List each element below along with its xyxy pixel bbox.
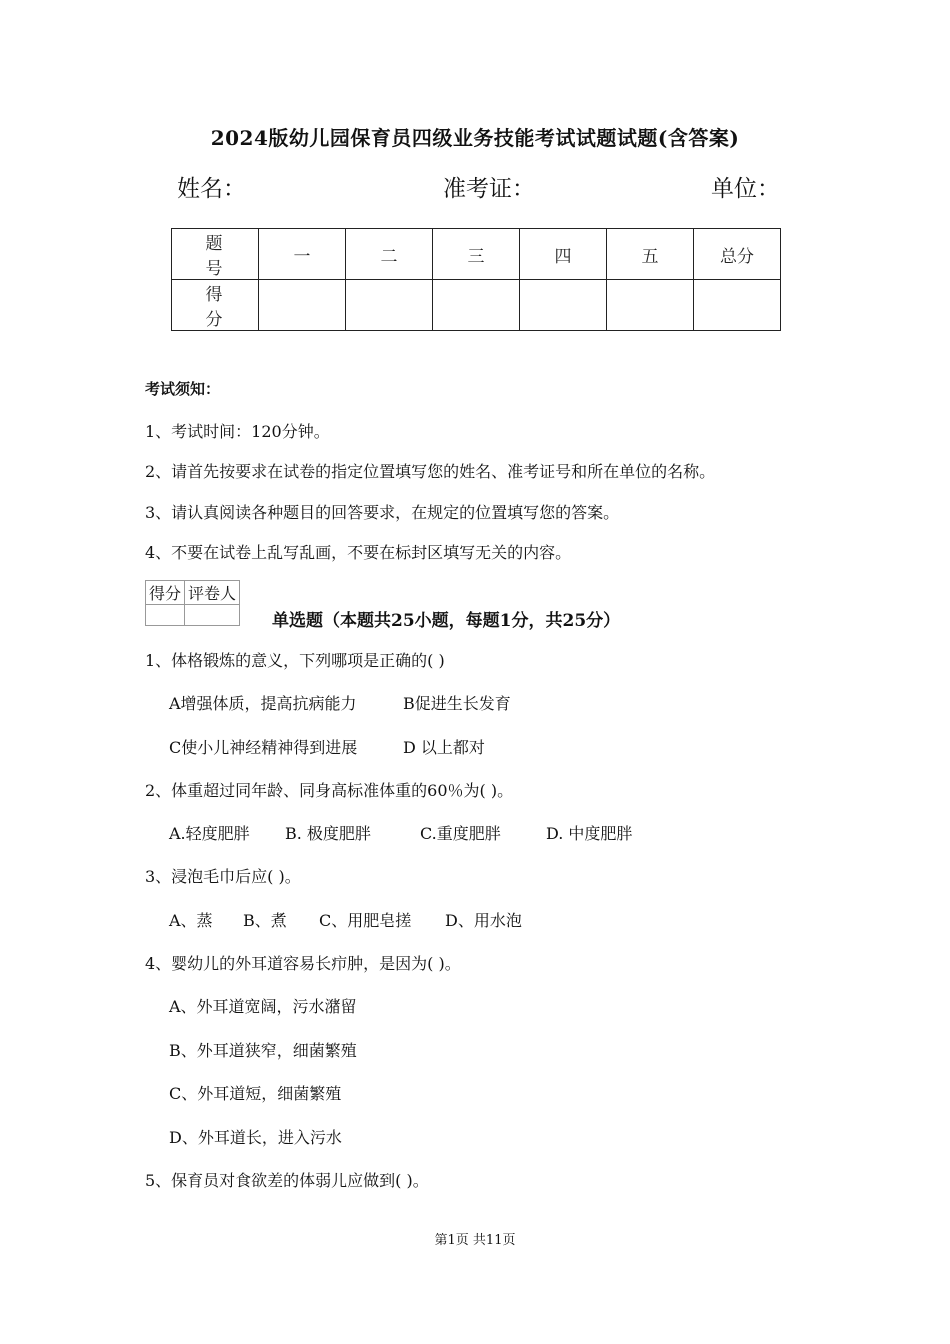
notice-item: 1、考试时间：120分钟。 (145, 422, 330, 441)
exam-id-field-label: 准考证： (443, 176, 535, 202)
score-header-cell: 五 (607, 229, 694, 280)
score-cell (259, 280, 346, 331)
score-header-cell: 四 (520, 229, 607, 280)
score-table-header-row (172, 229, 781, 280)
score-header-cell: 三 (433, 229, 520, 280)
grader-reviewer-label: 评卷人 (185, 581, 240, 605)
score-cell (520, 280, 607, 331)
grader-score-cell (146, 605, 185, 626)
section-title: 单选题（本题共25小题，每题1分，共25分） (272, 611, 621, 631)
question-option: C使小儿神经精神得到进展 (169, 738, 358, 757)
score-row-label: 得 分 (172, 280, 259, 331)
score-cell (346, 280, 433, 331)
score-table-score-row (172, 280, 781, 331)
score-cell (433, 280, 520, 331)
score-cell (694, 280, 781, 331)
question-option: A增强体质，提高抗病能力 (169, 694, 357, 713)
score-header-label: 题 号 (172, 229, 259, 280)
score-table (171, 228, 781, 331)
question-option: C、用肥皂搓 (319, 911, 412, 930)
grader-reviewer-cell (185, 605, 240, 626)
question-option: D、用水泡 (445, 911, 522, 930)
question-stem: 3、浸泡毛巾后应( )。 (145, 867, 301, 886)
unit-field-label: 单位： (711, 176, 780, 202)
question-option: B、煮 (243, 911, 287, 930)
question-option: D、外耳道长，进入污水 (169, 1128, 342, 1147)
question-option: A.轻度肥胖 (169, 824, 250, 843)
score-header-cell: 二 (346, 229, 433, 280)
notice-item: 3、请认真阅读各种题目的回答要求，在规定的位置填写您的答案。 (145, 503, 620, 522)
notice-heading: 考试须知： (145, 380, 221, 398)
question-option: A、蒸 (169, 911, 213, 930)
document-title: 2024版幼儿园保育员四级业务技能考试试题试题(含答案) (210, 126, 740, 150)
grader-score-label: 得分 (146, 581, 185, 605)
question-stem: 1、体格锻炼的意义，下列哪项是正确的( ) (145, 651, 445, 670)
page-footer: 第1页 共11页 (434, 1233, 516, 1248)
question-stem: 5、保育员对食欲差的体弱儿应做到( )。 (145, 1171, 429, 1190)
question-option: B. 极度肥胖 (285, 824, 371, 843)
question-option: C.重度肥胖 (420, 824, 501, 843)
question-option: A、外耳道宽阔，污水潴留 (169, 997, 357, 1016)
score-cell (607, 280, 694, 331)
score-header-cell: 总分 (694, 229, 781, 280)
question-option: C、外耳道短，细菌繁殖 (169, 1084, 342, 1103)
question-stem: 2、体重超过同年龄、同身高标准体重的60％为( )。 (145, 781, 514, 800)
grader-box (145, 580, 240, 626)
question-option: D. 中度肥胖 (546, 824, 633, 843)
name-field-label: 姓名： (177, 176, 246, 202)
question-stem: 4、婴幼儿的外耳道容易长疖肿，是因为( )。 (145, 954, 461, 973)
notice-item: 2、请首先按要求在试卷的指定位置填写您的姓名、准考证号和所在单位的名称。 (145, 462, 716, 481)
question-option: D 以上都对 (403, 738, 485, 757)
question-option: B促进生长发育 (403, 694, 511, 713)
score-header-cell: 一 (259, 229, 346, 280)
notice-item: 4、不要在试卷上乱写乱画，不要在标封区填写无关的内容。 (145, 543, 572, 562)
question-option: B、外耳道狭窄，细菌繁殖 (169, 1041, 357, 1060)
